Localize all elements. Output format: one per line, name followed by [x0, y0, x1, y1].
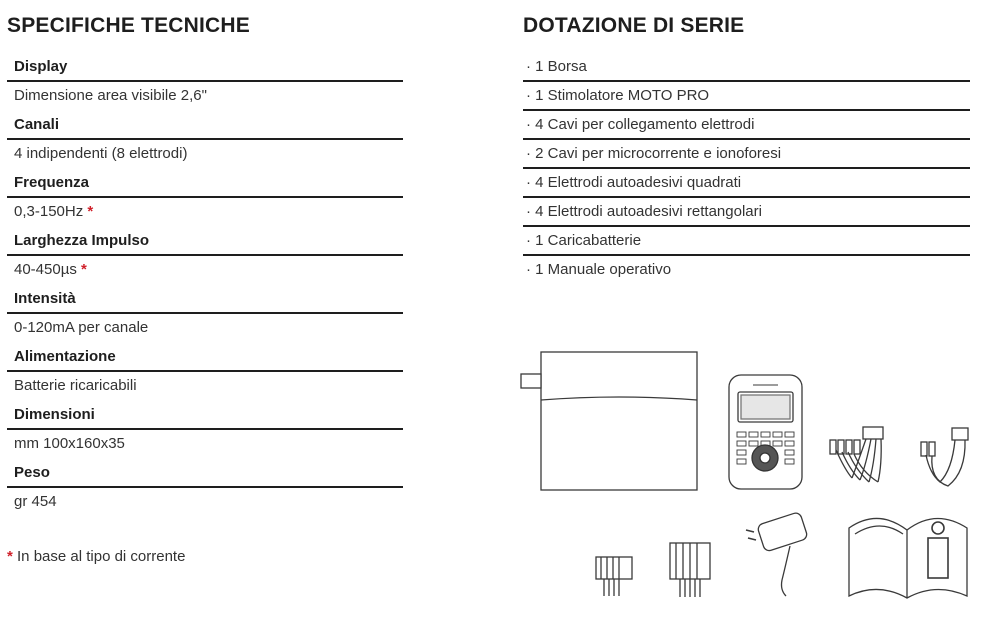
asterisk-mark: * — [81, 261, 87, 278]
spec-value: 4 indipendenti (8 elettrodi) — [14, 145, 188, 162]
list-item: · 1 Caricabatterie — [523, 227, 970, 256]
list-item: · 1 Borsa — [523, 53, 970, 82]
list-item: · 2 Cavi per microcorrente e ionoforesi — [523, 140, 970, 169]
microcurrent-cable-illustration — [921, 428, 968, 486]
spec-value: 0-120mA per canale — [14, 319, 149, 336]
list-item: · 1 Manuale operativo — [526, 261, 672, 278]
spec-label: Dimensioni — [7, 401, 403, 430]
spec-value: Batterie ricaricabili — [14, 377, 137, 394]
spec-label: Larghezza Impulso — [7, 227, 403, 256]
electrode-cables-illustration — [830, 427, 883, 482]
spec-value: 0,3-150Hz * — [14, 203, 94, 220]
spec-label: Display — [7, 53, 403, 82]
asterisk-mark: * — [87, 203, 94, 220]
list-item: · 4 Elettrodi autoadesivi quadrati — [523, 169, 970, 198]
list-item: · 4 Cavi per collegamento elettrodi — [523, 111, 970, 140]
kit-heading: DOTAZIONE DI SERIE — [523, 14, 745, 37]
spec-label: Peso — [7, 459, 403, 488]
spec-value: 40-450µs * — [14, 261, 87, 278]
manual-book-illustration — [849, 518, 967, 598]
spec-value: mm 100x160x35 — [14, 435, 125, 452]
specs-heading: SPECIFICHE TECNICHE — [7, 14, 250, 37]
spec-label: Canali — [7, 111, 403, 140]
spec-value: Dimensione area visibile 2,6" — [14, 87, 207, 104]
square-electrodes-illustration — [596, 557, 632, 596]
spec-label: Frequenza — [7, 169, 403, 198]
spec-label: Alimentazione — [7, 343, 403, 372]
asterisk-mark: * — [7, 548, 13, 565]
spec-value: gr 454 — [14, 493, 57, 510]
charger-illustration — [746, 512, 808, 596]
footnote: * In base al tipo di corrente — [7, 548, 186, 565]
list-item: · 4 Elettrodi autoadesivi rettangolari — [523, 198, 970, 227]
bag-illustration — [521, 352, 697, 490]
rectangular-electrodes-illustration — [670, 543, 710, 597]
list-item: · 1 Stimolatore MOTO PRO — [523, 82, 970, 111]
spec-label: Intensità — [7, 285, 403, 314]
stimulator-illustration — [729, 375, 802, 489]
